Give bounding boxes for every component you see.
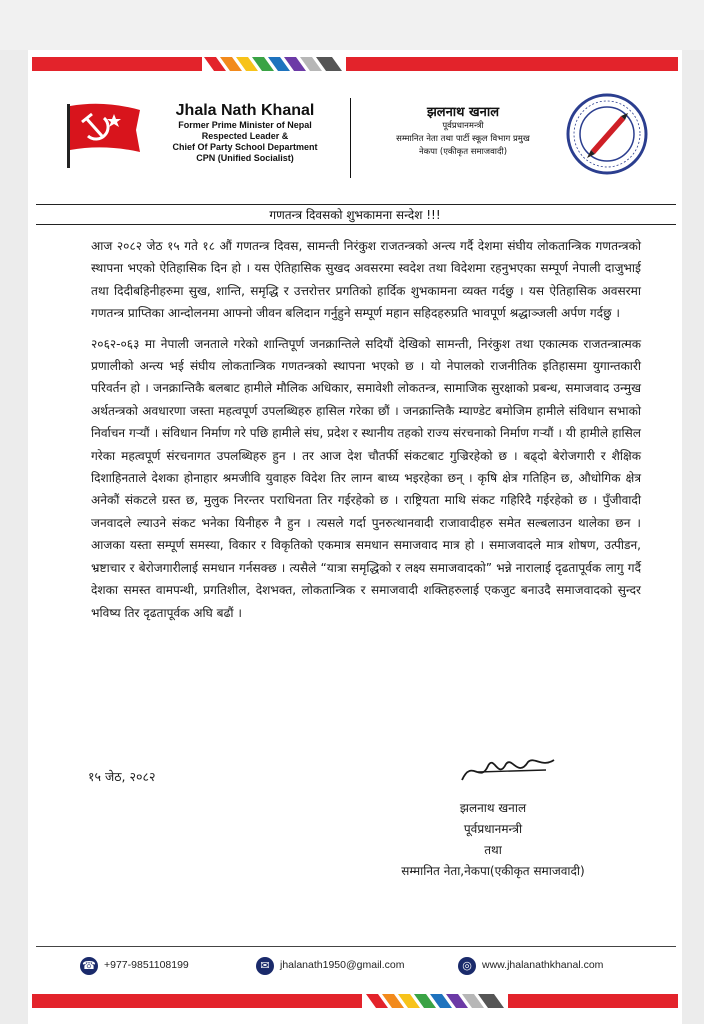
title-line-2: Respected Leader &: [201, 131, 289, 141]
paragraph-1: आज २०८२ जेठ १५ गते १८ औं गणतन्त्र दिवस, सामन्ती निरंकुश राजतन्त्रको अन्त्य गर्दै देशमा संघीय लोकतान्त्रिक गणतन्त्रको स्थापना भएको ऐतिहासिक दिन हो । यस ऐतिहासिक सुखद अवसरमा स्वदेश तथा विदेशमा रहनुभएका सम्पूर्ण नेपाली दाजुभाई तथा दिदीबहिनीहरुमा सुख, शान्ति, समृद्धि र उत्तरोत्तर प्रगतिको हार्दिक शुभकामना व्यक्त गर्दछु । यस ऐतिहासिक अवसरमा गणतन्त्र प्राप्तिका आन्दोलनमा आफ्नो जीवन बलिदान गर्नुहुने सम्पूर्ण महान सहिदहरुप्रति भावपूर्ण श्रद्धाञ्जली अर्पण गर्दछु ।: [91, 239, 641, 321]
website-text: www.jhalanathkhanal.com: [482, 959, 604, 971]
title-rule-top: [36, 204, 676, 205]
signatory-conjunction: तथा: [484, 843, 502, 857]
top-color-stripe: [32, 53, 678, 75]
email-text: jhalanath1950@gmail.com: [280, 959, 405, 971]
title-rule-bottom: [36, 224, 676, 225]
footer-rule: [36, 946, 676, 947]
signatory-role: सम्मानित नेता,नेकपा(एकीकृत समाजवादी): [401, 864, 585, 878]
phone-text: +977-9851108199: [104, 959, 189, 971]
english-name-block: [145, 102, 345, 164]
contact-footer: [28, 954, 682, 978]
name-nepali: झलनाथ खनाल: [426, 105, 500, 120]
signature: [458, 750, 558, 790]
viewer-top-bar: [0, 0, 704, 50]
signatory-title: पूर्वप्रधानमन्त्री: [463, 822, 523, 836]
party-seal-logo: [565, 92, 649, 176]
email-icon: ✉: [256, 957, 274, 975]
letterhead-page: [28, 50, 682, 1024]
letterhead-header: [28, 80, 682, 200]
signatory-block: [368, 798, 618, 882]
np-title-line-3: नेकपा (एकीकृत समाजवादी): [418, 147, 508, 157]
title-line-4: CPN (Unified Socialist): [196, 153, 294, 163]
phone-icon: ☎: [80, 957, 98, 975]
paragraph-2: २०६२-०६३ मा नेपाली जनताले गरेको शान्तिपूर्ण जनक्रान्तिले सदियौं देखिको सामन्ती, निरंकुश तथा एकात्मक राजतन्त्रात्मक प्रणालीको अन्त्य भई संघीय लोकतान्त्रिक गणतन्त्रको स्थापना भएको छ । यो नेपालको राजनीतिक इतिहासमा युगान्तकारी परिवर्तन हो । जनक्रान्तिकै बलबाट हामीले मौलिक अधिकार, समावेशी लोकतन्त्र, सामाजिक सुरक्षाको प्रबन्ध, समाजवाद उन्मुख अर्थतन्त्रको अवधारणा जस्ता महत्वपूर्ण उपलब्धिहरु हासिल गरेका छौं । जनक्रान्तिकै म्याण्डेट बमोजिम हामीले संविधान सभाको निर्वाचन गर्‍यौं । संविधान निर्माण गरे पछि हामीले संघ, प्रदेश र स्थानीय तहको राज्य संरचनाको निर्माण गर्‍यौं । यी हामीले हासिल गरेका महत्वपूर्ण संरचनागत उपलब्धिहरु हुन । तर आज देश चौतर्फी संकटबाट गुज्रिरहेको छ । बढ्दो बेरोजगारी र शैक्षिक दिशाहिनताले देशका होनाहार श्रमजीवि युवाहरु विदेश तिर लाग्न बाध्य भइरहेका छन् । कृषि क्षेत्र गतिहिन छ, औधोगिक क्षेत्र अनेकौं संकटले ग्रस्त छ, मुलुक निरन्तर पराधिनता तिर गईरहेको छ । राष्ट्रियता माथि संकट गहिरिदै गईरहेको छ । पुँजीवादी जनवादले ल्याउने संकट भनेका यिनीहरु नै हुन । त्यसले गर्दा पुनरुत्थानवादी राजावादीहरु समेत सल्बलाउन थालेका छन । आजका यस्ता सम्पूर्ण समस्या, विकार र विकृतिको एकमात्र समधान समाजवाद मात्र हो । समाजवादले मात्र शोषण, उत्पीडन, भ्रष्टाचार र बेरोजगारीलाई समधान गर्नसक्छ । त्यसैले “यात्रा समृद्धिको र लक्ष्य समाजवादको” भन्ने नारालाई दृढतापूर्वक लागु गर्दै देशका समस्त वामपन्थी, प्रगतिशील, देशभक्त, लोकतान्त्रिक र समाजवादी शक्तिहरुलाई एकजुट बनाउदै समाजवादको सुन्दर भविष्य तिर दृढतापूर्वक अघि बढौं ।: [91, 336, 641, 620]
web-icon: ◎: [458, 957, 476, 975]
title-line-3: Chief Of Party School Department: [172, 142, 318, 152]
signatory-name: झलनाथ खनाल: [459, 801, 527, 815]
np-title-line-1: पूर्वप्रधानमन्त्री: [442, 121, 484, 131]
nepali-name-block: [363, 102, 563, 159]
letter-date: १५ जेठ, २०८२: [88, 769, 156, 784]
name-english: Jhala Nath Khanal: [175, 102, 315, 119]
header-divider: [350, 98, 351, 178]
title-line-1: Former Prime Minister of Nepal: [178, 120, 312, 130]
letter-body: [91, 235, 641, 632]
letter-title: गणतन्त्र दिवसको शुभकामना सन्देश !!!: [269, 208, 441, 222]
bottom-color-stripe: [32, 990, 678, 1012]
np-title-line-2: सम्मानित नेता तथा पार्टी स्कूल विभाग प्रमुख: [396, 134, 530, 144]
hammer-sickle-icon: [64, 100, 142, 170]
